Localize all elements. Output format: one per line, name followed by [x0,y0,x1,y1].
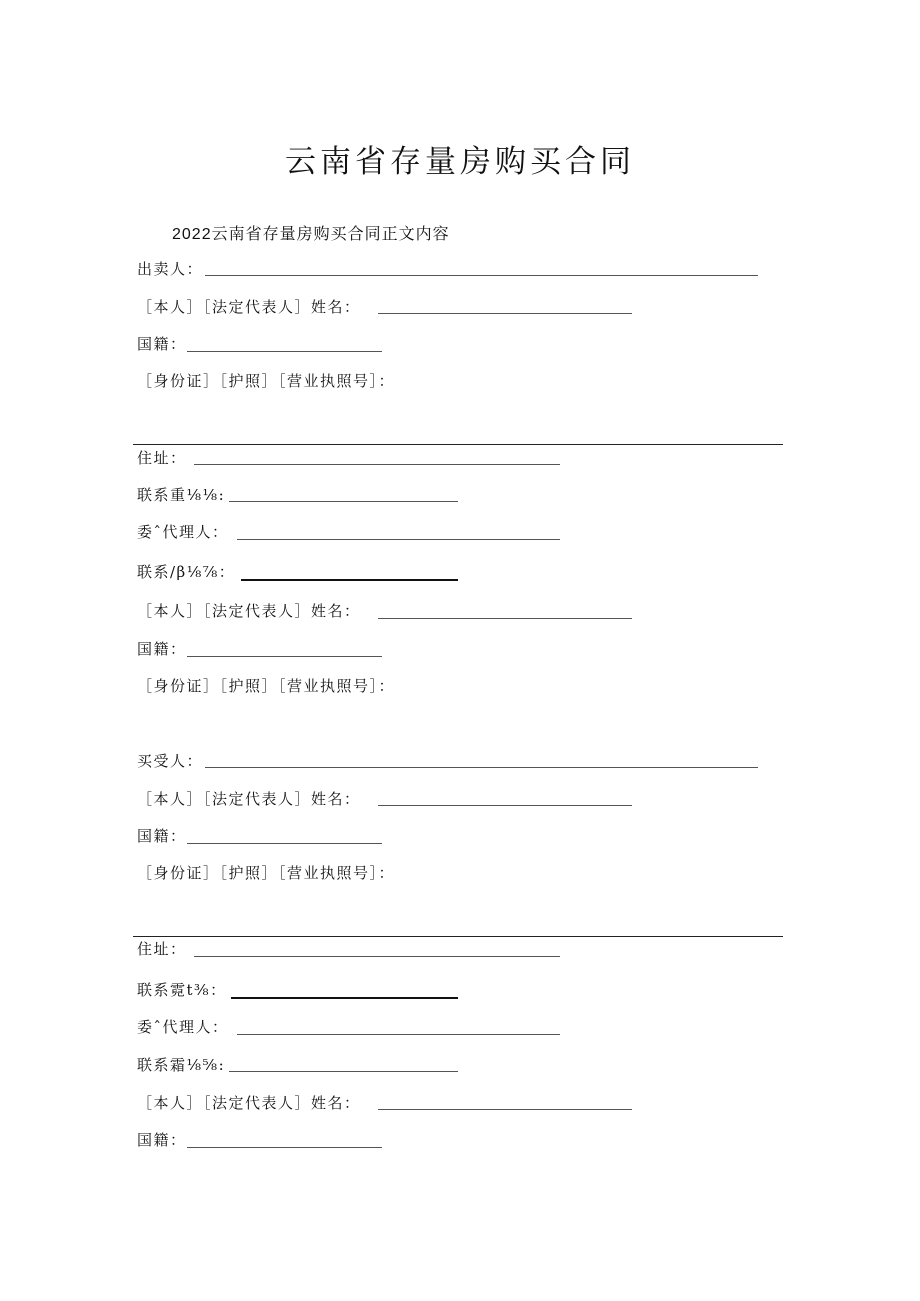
field-label: 联系霓t⅜： [137,981,227,999]
buyer-agent-phone-blank[interactable] [229,1071,458,1072]
buyer-id-type-line [137,788,361,810]
seller-document-line [137,370,395,392]
buyer-agent-nationality-blank[interactable] [187,1147,382,1148]
buyer-address-line [137,938,187,960]
field-label: 买受人： [137,752,204,770]
buyer-agent-phone-line [137,1054,225,1076]
seller-agent-blank[interactable] [237,539,560,540]
buyer-document-line [137,862,395,884]
buyer-phone-line [137,979,227,1001]
field-label: ［本人］［法定代表人］姓名： [137,790,361,808]
field-label: ［本人］［法定代表人］姓名： [137,298,361,316]
field-label: 国籍： [137,1131,187,1149]
field-label: 住址： [137,940,187,958]
buyer-label-line [137,750,203,772]
seller-agent-line [137,521,229,543]
seller-name-blank[interactable] [205,275,758,276]
buyer-address-blank[interactable] [194,956,560,957]
field-label: ［身份证］［护照］［营业执照号］： [137,677,396,695]
seller-agent-nationality-line [137,638,187,660]
field-label: ［身份证］［护照］［营业执照号］： [137,864,396,882]
field-label: 住址： [137,449,187,467]
seller-nationality-line [137,333,187,355]
seller-phone-blank[interactable] [229,501,458,502]
seller-address-line [137,447,187,469]
seller-address-blank[interactable] [194,464,560,465]
buyer-agent-id-type-line [137,1092,361,1114]
seller-agent-phone-blank[interactable] [241,579,458,581]
field-label: 联系重⅛⅛: [137,486,226,504]
field-label: 国籍： [137,827,187,845]
buyer-agent-blank[interactable] [237,1034,560,1035]
buyer-agent-nationality-line [137,1129,187,1151]
field-label: ［本人］［法定代表人］姓名： [137,602,361,620]
buyer-phone-blank[interactable] [231,997,458,999]
seller-agent-nationality-blank[interactable] [187,656,382,657]
field-label: 出卖人： [137,260,204,278]
buyer-name-blank[interactable] [205,767,758,768]
document-title: 云南省存量房购买合同 [285,144,635,180]
seller-label-line [137,258,203,280]
seller-document-blank[interactable] [133,444,783,445]
seller-agent-document-line [137,675,395,697]
buyer-nationality-line [137,825,187,847]
document-subtitle [172,221,450,244]
buyer-agent-line [137,1016,229,1038]
field-label: ［身份证］［护照］［营业执照号］： [137,372,396,390]
field-label: 委ˆ代理人： [137,523,229,541]
seller-agent-id-type-line [137,600,361,622]
seller-agent-name-blank[interactable] [378,618,632,619]
buyer-rep-name-blank[interactable] [378,805,632,806]
seller-phone-line [137,484,225,506]
seller-nationality-blank[interactable] [187,351,382,352]
seller-id-type-line [137,296,361,318]
field-label: 国籍： [137,640,187,658]
seller-agent-phone-line [137,561,235,583]
field-label: 国籍： [137,335,187,353]
subtitle-year: 2022 [172,226,212,243]
field-label: 联系/β⅛⅞： [137,563,236,581]
field-label: 委ˆ代理人： [137,1018,229,1036]
buyer-document-blank[interactable] [133,936,783,937]
buyer-agent-name-blank[interactable] [378,1109,632,1110]
field-label: 联系霜⅛⅝: [137,1056,226,1074]
subtitle-text: 云南省存量房购买合同正文内容 [211,224,450,243]
seller-rep-name-blank[interactable] [378,313,632,314]
field-label: ［本人］［法定代表人］姓名： [137,1094,361,1112]
buyer-nationality-blank[interactable] [187,843,382,844]
